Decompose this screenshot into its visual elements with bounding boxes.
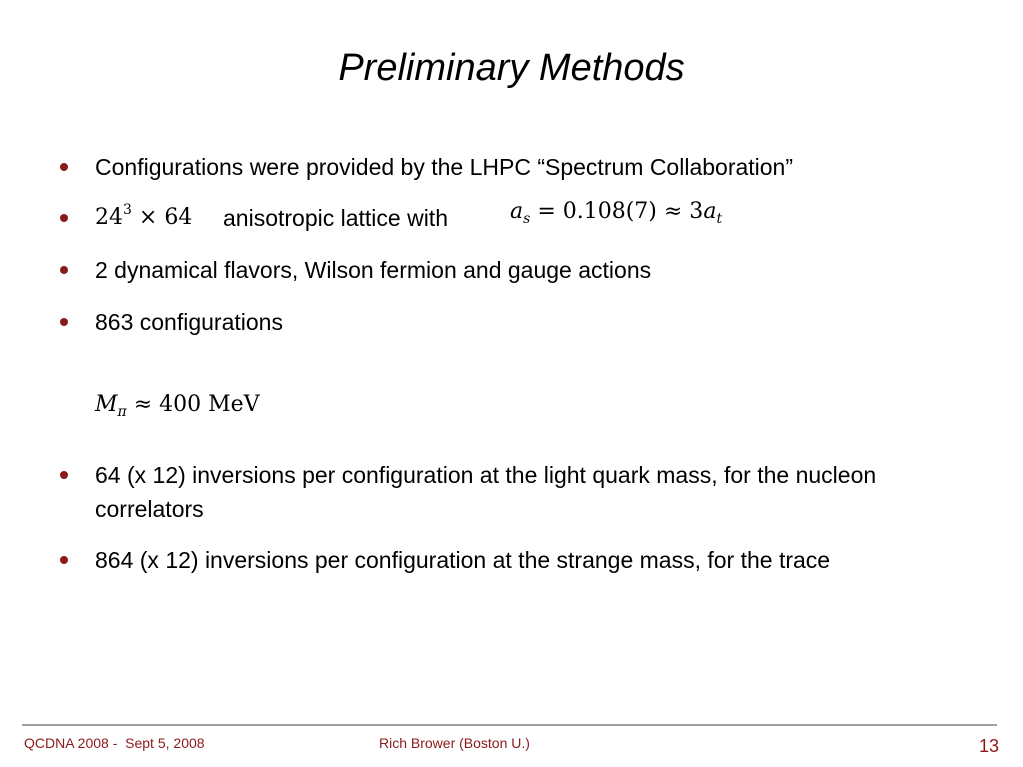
bullet-dot-icon — [60, 318, 68, 326]
bullet-text: 64 (x 12) inversions per configuration at the light quark mass, for the nucleon correlators — [95, 462, 877, 522]
bullet-dot-icon — [60, 556, 68, 564]
bullet-dot-icon — [60, 214, 68, 222]
lattice-size-formula: $24^3 \times 64$ — [95, 202, 193, 230]
page-number: 13 — [978, 736, 999, 756]
bullet-text: anisotropic lattice with — [223, 205, 448, 231]
bullet-item — [60, 201, 980, 237]
footer-divider — [22, 724, 997, 726]
lattice-spacing-formula: $a_s = 0.108(7) \approx 3a_t$ — [510, 199, 723, 227]
bullet-text: 864 (x 12) inversions per configuration at the strange mass, for the trace — [95, 547, 831, 573]
footer-conference: QCDNA 2008 - Sept 5, 2008 — [24, 735, 205, 751]
bullet-dot-icon — [60, 266, 68, 274]
footer-author: Rich Brower (Boston U.) — [379, 735, 530, 751]
bullet-text: 863 configurations — [95, 309, 283, 335]
bullet-text: Configurations were provided by the LHPC “Spectrum Collaboration” — [95, 154, 794, 180]
slide-title: Preliminary Methods — [338, 47, 685, 89]
pion-mass-formula: $M_\pi \approx 400$ MeV — [95, 392, 260, 420]
bullet-text: 2 dynamical flavors, Wilson fermion and gauge actions — [95, 257, 652, 283]
bullet-dot-icon — [60, 471, 68, 479]
bullet-dot-icon — [60, 163, 68, 171]
